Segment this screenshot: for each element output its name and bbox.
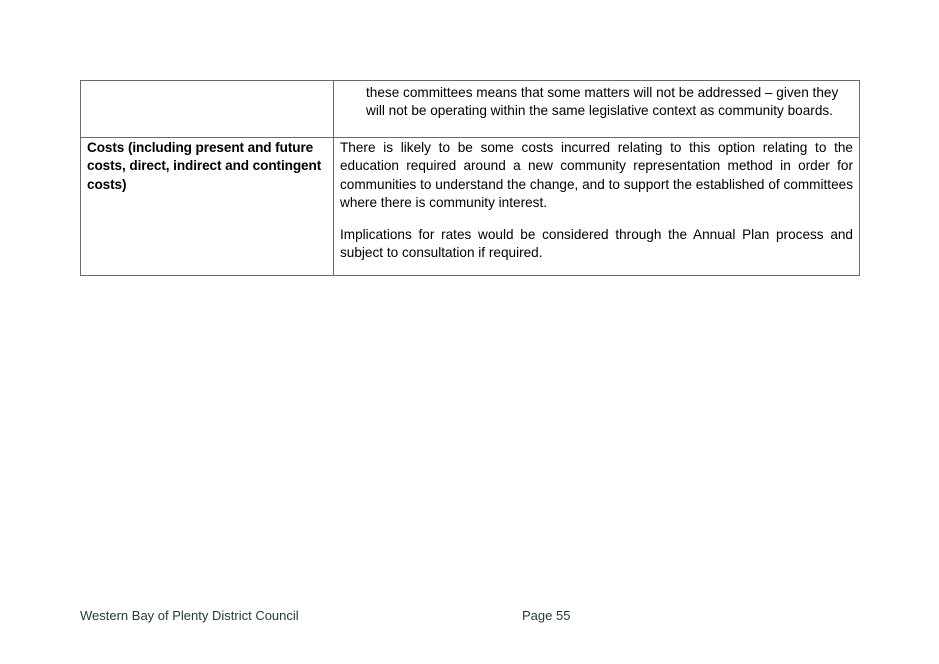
empty-label-cell: [81, 81, 334, 138]
table-row-costs: [81, 138, 860, 276]
costs-label-cell: [81, 138, 334, 276]
footer-organisation: Western Bay of Plenty District Council: [80, 608, 299, 623]
continuation-cell: [334, 81, 860, 138]
costs-label: Costs (including present and future costs, direct, indirect and contingent costs): [87, 140, 322, 192]
options-table: [80, 80, 860, 276]
costs-paragraph-2: Implications for rates would be considered through the Annual Plan process and subject to consultation if required.: [340, 226, 853, 261]
continuation-text: these committees means that some matters will not be addressed – given they will not be operating within the same legislative context as community boards.: [366, 85, 839, 119]
footer-page-number: Page 55: [522, 608, 571, 623]
costs-body-cell: [334, 138, 860, 276]
table-row-continuation: [81, 81, 860, 138]
costs-paragraph-1: There is likely to be some costs incurred relating to this option relating to the education required around a new community representation method in order for communities to understand the change, and to support the established of committees where there is community interest.: [340, 140, 853, 211]
